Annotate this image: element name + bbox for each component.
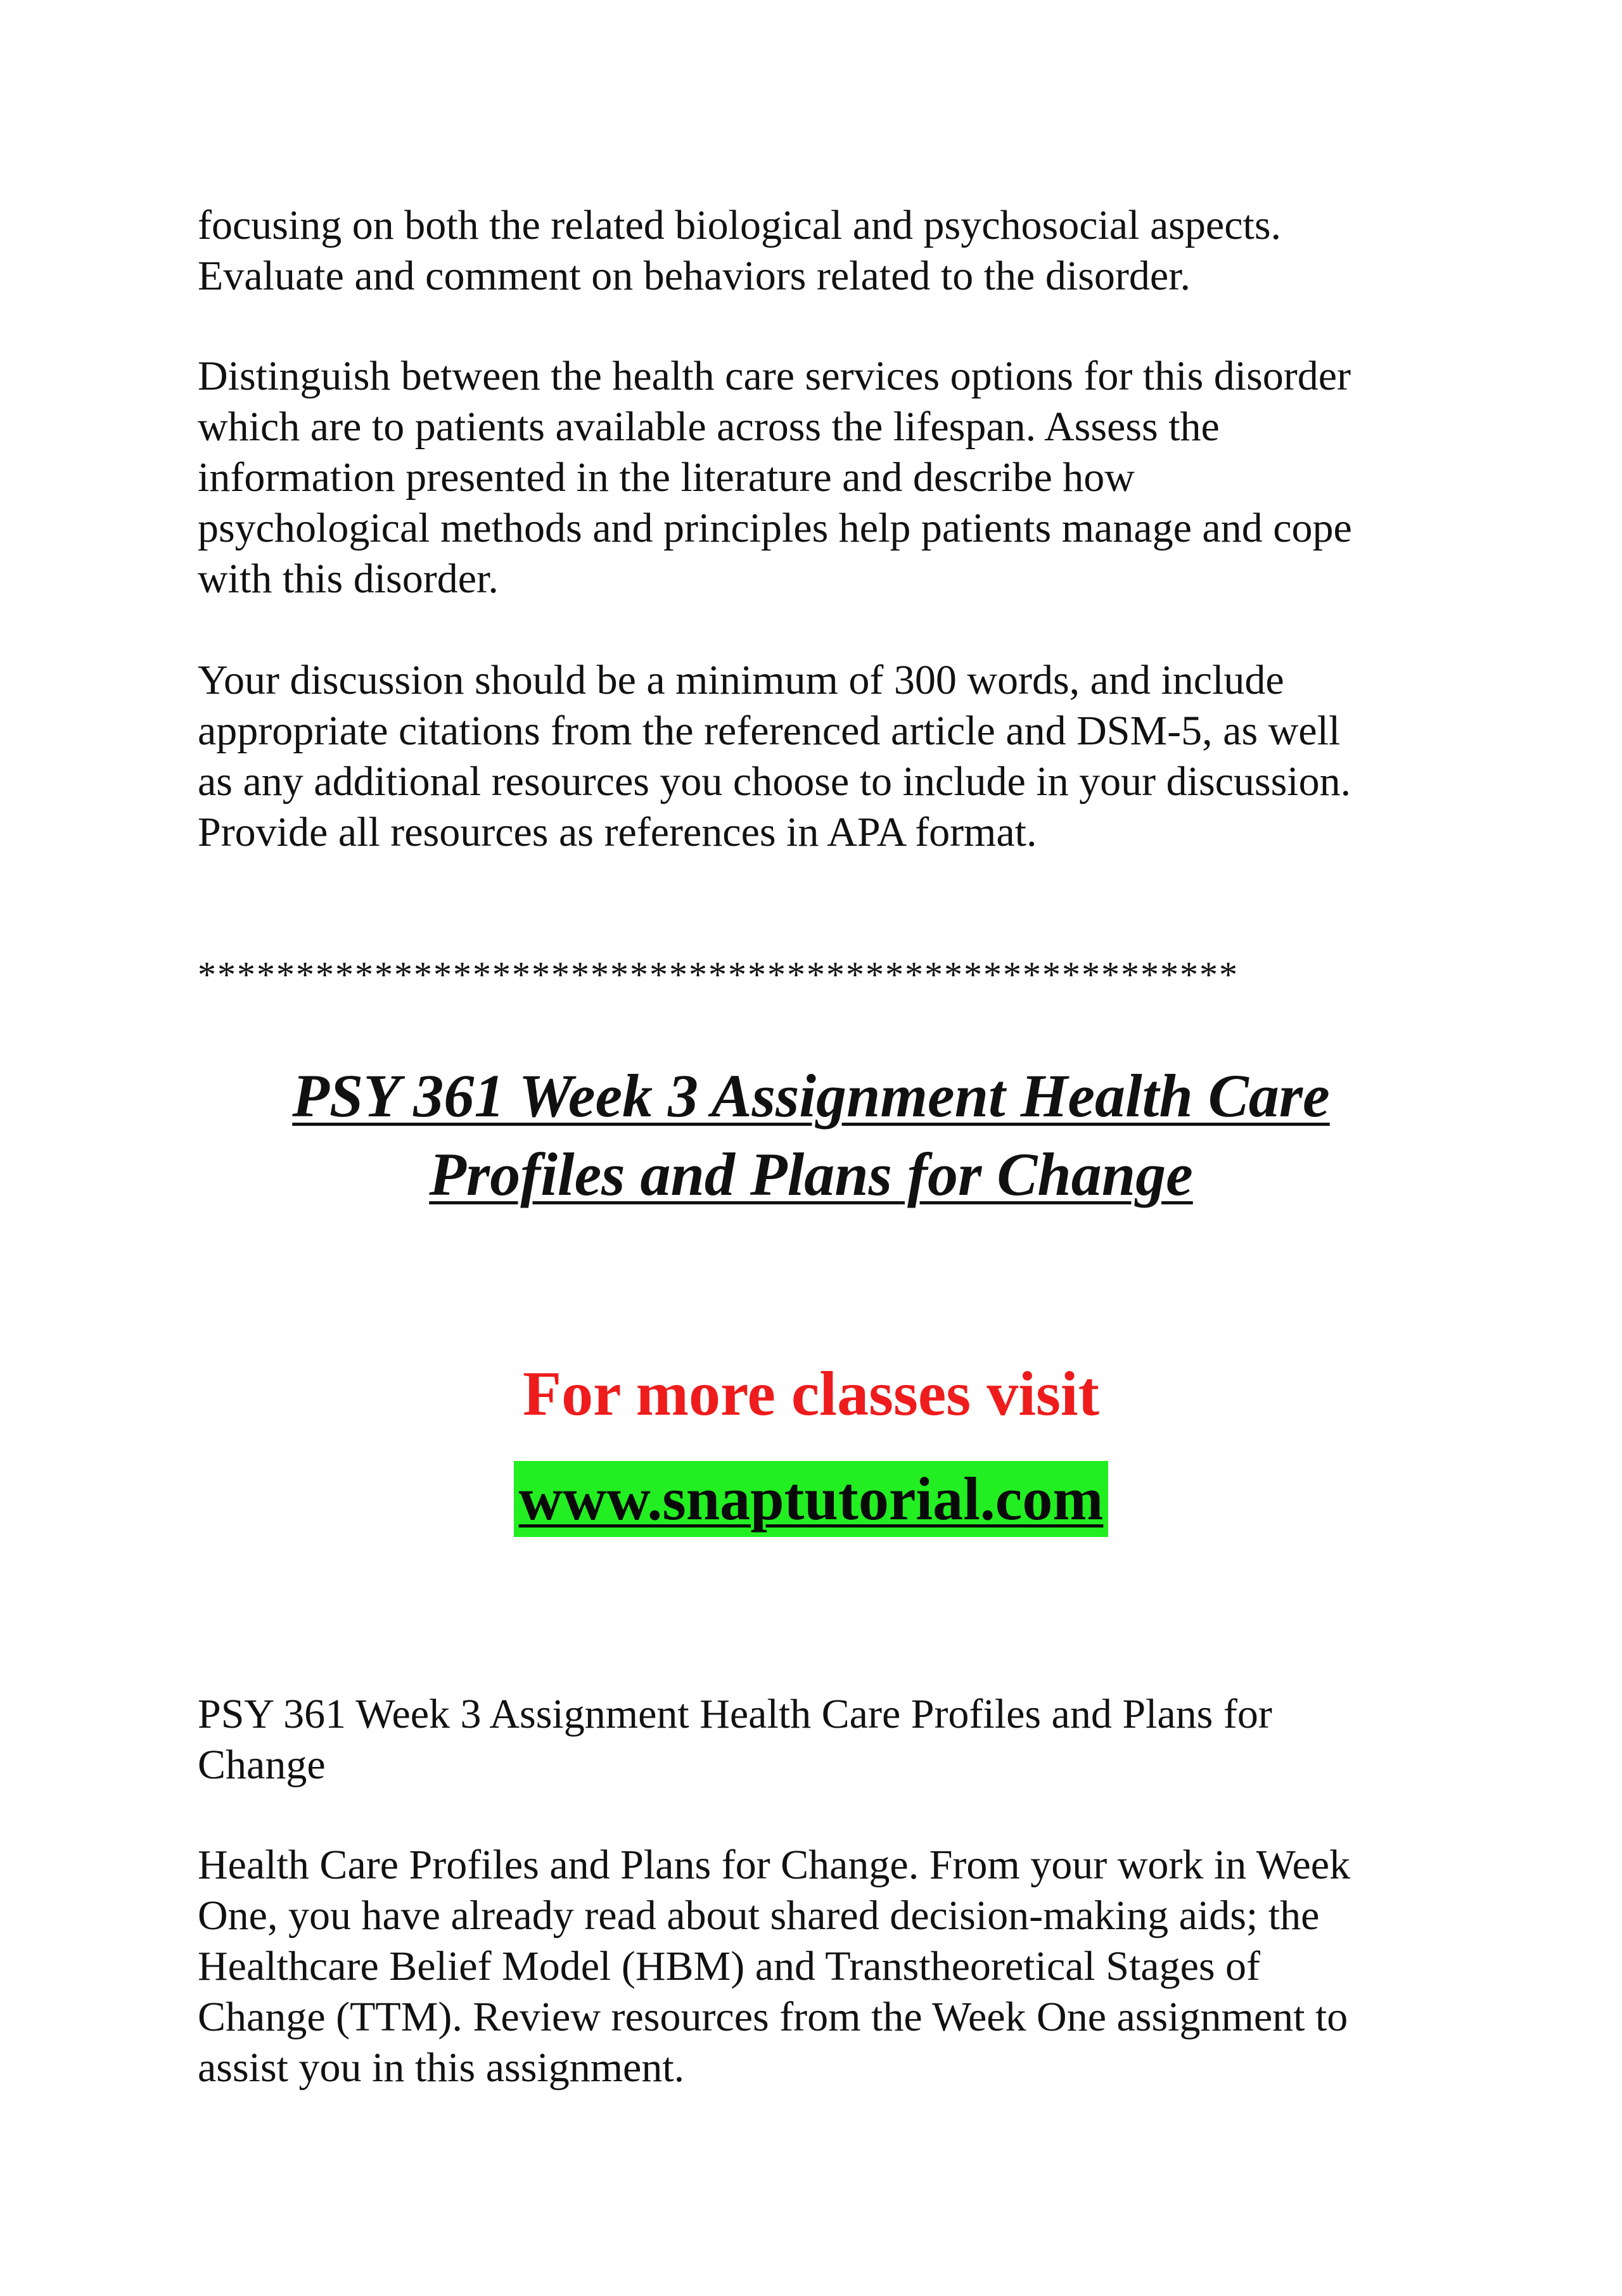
paragraph-discussion-requirements [198, 655, 1427, 858]
text-line: Distinguish between the health care services options for this disorder [198, 353, 1351, 399]
text-line: Healthcare Belief Model (HBM) and Transtheoretical Stages of [198, 1943, 1261, 1989]
text-line: appropriate citations from the referenced article and DSM-5, as well [198, 708, 1341, 754]
snaptutorial-link[interactable]: www.snaptutorial.com [514, 1461, 1109, 1537]
text-line: One, you have already read about shared decision-making aids; the [198, 1892, 1320, 1939]
text-line: Evaluate and comment on behaviors related to the disorder. [198, 253, 1191, 299]
text-line: which are to patients available across the lifespan. Assess the [198, 404, 1220, 450]
text-line: focusing on both the related biological and psychosocial aspects. [198, 202, 1282, 248]
text-line: Change (TTM). Review resources from the Week One assignment to [198, 1994, 1348, 2040]
asterisk-separator: ***************************************************** [198, 954, 1239, 995]
heading-line-2: Profiles and Plans for Change [429, 1140, 1193, 1208]
text-line: with this disorder. [198, 556, 499, 602]
text-line: psychological methods and principles help patients manage and cope [198, 505, 1352, 551]
promo-link-container [0, 1461, 1622, 1537]
assignment-title [198, 1689, 1427, 1790]
text-line: PSY 361 Week 3 Assignment Health Care Profiles and Plans for [198, 1691, 1272, 1737]
text-line: Change [198, 1742, 326, 1788]
text-line: Your discussion should be a minimum of 300 words, and include [198, 657, 1284, 703]
paragraph-biological-aspects [198, 200, 1427, 302]
promo-text: For more classes visit [522, 1358, 1099, 1429]
text-line: Health Care Profiles and Plans for Change. From your work in Week [198, 1842, 1351, 1888]
assignment-body [198, 1840, 1427, 2093]
paragraph-distinguish-services [198, 351, 1427, 604]
text-line: Provide all resources as references in APA format. [198, 809, 1037, 855]
text-line: information presented in the literature and describe how [198, 454, 1135, 501]
text-line: assist you in this assignment. [198, 2044, 685, 2091]
text-line: as any additional resources you choose to include in your discussion. [198, 758, 1351, 805]
heading-line-1: PSY 361 Week 3 Assignment Health Care [292, 1062, 1330, 1130]
